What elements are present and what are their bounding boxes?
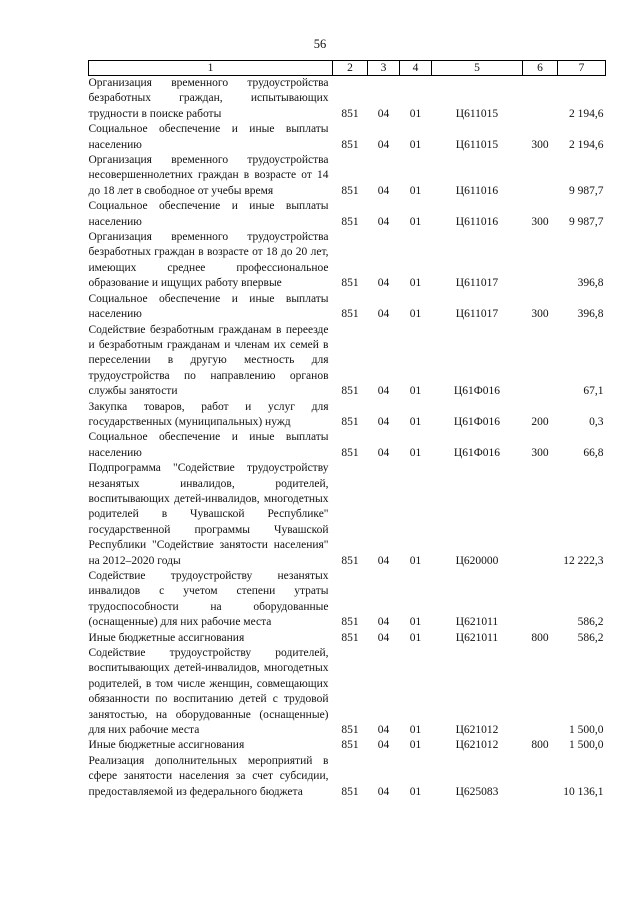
row-expense-type: 300 [531, 215, 549, 228]
row-ministry-code: 851 [341, 724, 359, 737]
row-target-code: Ц611017 [455, 308, 499, 321]
row-target-code: Ц611016 [455, 184, 499, 197]
row-subsection-code: 01 [409, 184, 422, 197]
row-description: Социальное обеспечение и иные выплаты населению [88, 292, 329, 321]
row-subsection-code: 01 [409, 739, 422, 752]
row-expense-type [523, 646, 558, 738]
row-amount: 2 194,6 [569, 138, 604, 151]
header-col-1: 1 [89, 61, 333, 76]
row-subsection-code: 01 [409, 724, 422, 737]
row-subsection-code: 01 [409, 308, 422, 321]
row-section-code: 04 [377, 415, 390, 428]
row-description: Содействие трудоустройству родителей, воспитывающих детей-инвалидов, многодетных родителей, в том числе женщин, совмещающих обязанности по воспитанию детей с трудовой занятостью, на оборудованные (оснащенные) для них рабочие места [88, 647, 329, 737]
header-col-6: 6 [523, 61, 558, 76]
row-subsection-code: 01 [409, 107, 422, 120]
row-subsection-code: 01 [409, 631, 422, 644]
row-ministry-code: 851 [341, 215, 359, 228]
row-subsection-code: 01 [409, 616, 422, 629]
row-section-code: 04 [377, 631, 390, 644]
header-col-5: 5 [432, 61, 523, 76]
table-row [89, 122, 606, 153]
header-col-7: 7 [558, 61, 606, 76]
row-expense-type: 800 [531, 739, 549, 752]
row-section-code: 04 [377, 184, 390, 197]
row-description: Социальное обеспечение и иные выплаты населению [88, 200, 329, 228]
row-amount: 9 987,7 [569, 215, 604, 228]
row-expense-type [523, 230, 558, 292]
row-target-code: Ц61Ф016 [453, 385, 501, 398]
table-row [89, 292, 606, 323]
row-expense-type [523, 461, 558, 569]
row-target-code: Ц625083 [455, 785, 499, 798]
row-expense-type: 300 [531, 446, 549, 459]
row-ministry-code: 851 [341, 277, 359, 290]
row-section-code: 04 [377, 785, 390, 798]
row-target-code: Ц621011 [455, 616, 499, 629]
row-section-code: 04 [377, 554, 390, 567]
row-ministry-code: 851 [341, 554, 359, 567]
row-section-code: 04 [377, 446, 390, 459]
row-subsection-code: 01 [409, 785, 422, 798]
row-target-code: Ц621012 [455, 724, 499, 737]
header-col-4: 4 [400, 61, 432, 76]
row-target-code: Ц611015 [455, 138, 499, 151]
table-row [89, 738, 606, 753]
row-amount: 396,8 [577, 308, 604, 321]
row-description: Содействие трудоустройству незанятых инвалидов с учетом степени утраты трудоспособности на оборудованные (оснащенные) для них рабочие места [88, 570, 329, 629]
row-expense-type [523, 754, 558, 800]
row-target-code: Ц621011 [455, 631, 499, 644]
header-col-3: 3 [368, 61, 400, 76]
table-row [89, 646, 606, 738]
page-number: 56 [313, 37, 327, 51]
row-expense-type [523, 76, 558, 123]
row-subsection-code: 01 [409, 138, 422, 151]
row-ministry-code: 851 [341, 107, 359, 120]
table-row [89, 199, 606, 230]
row-amount: 66,8 [583, 446, 604, 459]
row-description: Социальное обеспечение и иные выплаты населению [88, 123, 329, 151]
row-amount: 9 987,7 [569, 184, 604, 197]
row-target-code: Ц621012 [455, 739, 499, 752]
row-description: Подпрограмма "Содействие трудоустройству незанятых инвалидов, родителей, воспитывающих детей-инвалидов, многодетных родителей в Чувашской Республике" государственной программы Чувашской Республики "Содействие занятости населения" на 2012–2020 годы [88, 462, 329, 567]
table-row [89, 754, 606, 800]
header-col-2: 2 [333, 61, 368, 76]
row-amount: 586,2 [577, 616, 604, 629]
table-row [89, 76, 606, 123]
row-amount: 586,2 [577, 631, 604, 644]
table-row [89, 569, 606, 631]
row-subsection-code: 01 [409, 215, 422, 228]
row-ministry-code: 851 [341, 184, 359, 197]
row-section-code: 04 [377, 385, 390, 398]
row-amount: 2 194,6 [569, 107, 604, 120]
row-expense-type: 800 [531, 631, 549, 644]
table-row [89, 400, 606, 431]
row-section-code: 04 [377, 107, 390, 120]
row-ministry-code: 851 [341, 631, 359, 644]
row-section-code: 04 [377, 724, 390, 737]
row-expense-type [523, 323, 558, 400]
row-description: Иные бюджетные ассигнования [88, 739, 245, 752]
row-subsection-code: 01 [409, 415, 422, 428]
budget-table [88, 60, 606, 800]
row-section-code: 04 [377, 215, 390, 228]
row-target-code: Ц61Ф016 [453, 415, 501, 428]
row-section-code: 04 [377, 277, 390, 290]
table-body [89, 76, 606, 801]
row-description: Организация временного трудоустройства безработных граждан, испытывающих трудности в поиске работы [88, 77, 329, 120]
table-row [89, 153, 606, 199]
row-description: Организация временного трудоустройства безработных граждан в возрасте от 18 до 20 лет, имеющих среднее профессиональное образование и ищущих работу впервые [88, 231, 329, 290]
table-row [89, 461, 606, 569]
row-amount: 10 136,1 [563, 785, 604, 798]
row-target-code: Ц61Ф016 [453, 446, 501, 459]
row-section-code: 04 [377, 739, 390, 752]
row-amount: 0,3 [589, 415, 604, 428]
row-target-code: Ц611015 [455, 107, 499, 120]
row-ministry-code: 851 [341, 138, 359, 151]
row-section-code: 04 [377, 308, 390, 321]
row-section-code: 04 [377, 616, 390, 629]
row-target-code: Ц620000 [455, 554, 499, 567]
header-row [89, 61, 606, 76]
row-amount: 1 500,0 [569, 724, 604, 737]
row-description: Иные бюджетные ассигнования [88, 631, 245, 644]
table-row [89, 230, 606, 292]
row-subsection-code: 01 [409, 554, 422, 567]
table-row [89, 323, 606, 400]
table-row [89, 430, 606, 461]
row-expense-type [523, 569, 558, 631]
row-amount: 12 222,3 [563, 554, 604, 567]
row-ministry-code: 851 [341, 739, 359, 752]
row-ministry-code: 851 [341, 385, 359, 398]
row-description: Закупка товаров, работ и услуг для государственных (муниципальных) нужд [88, 400, 329, 428]
row-amount: 67,1 [583, 385, 604, 398]
row-ministry-code: 851 [341, 446, 359, 459]
row-ministry-code: 851 [341, 308, 359, 321]
row-target-code: Ц611016 [455, 215, 499, 228]
row-target-code: Ц611017 [455, 277, 499, 290]
table-row [89, 631, 606, 646]
row-description: Организация временного трудоустройства несовершеннолетних граждан в возрасте от 14 до 18 лет в свободное от учебы время [88, 154, 329, 197]
row-ministry-code: 851 [341, 616, 359, 629]
row-description: Содействие безработным гражданам в переезде и безработным гражданам и членам их семей в переселении в другую местность для трудоустройства по направлению органов службы занятости [88, 323, 329, 398]
row-subsection-code: 01 [409, 385, 422, 398]
row-section-code: 04 [377, 138, 390, 151]
row-expense-type [523, 153, 558, 199]
row-description: Социальное обеспечение и иные выплаты населению [88, 431, 329, 459]
row-amount: 1 500,0 [569, 739, 604, 752]
row-description: Реализация дополнительных мероприятий в сфере занятости населения за счет субсидии, предоставляемой из федерального бюджета [88, 754, 329, 798]
row-subsection-code: 01 [409, 446, 422, 459]
row-subsection-code: 01 [409, 277, 422, 290]
row-ministry-code: 851 [341, 785, 359, 798]
row-amount: 396,8 [577, 277, 604, 290]
row-expense-type: 200 [531, 415, 549, 428]
row-expense-type: 300 [531, 138, 549, 151]
row-expense-type: 300 [531, 308, 549, 321]
row-ministry-code: 851 [341, 415, 359, 428]
